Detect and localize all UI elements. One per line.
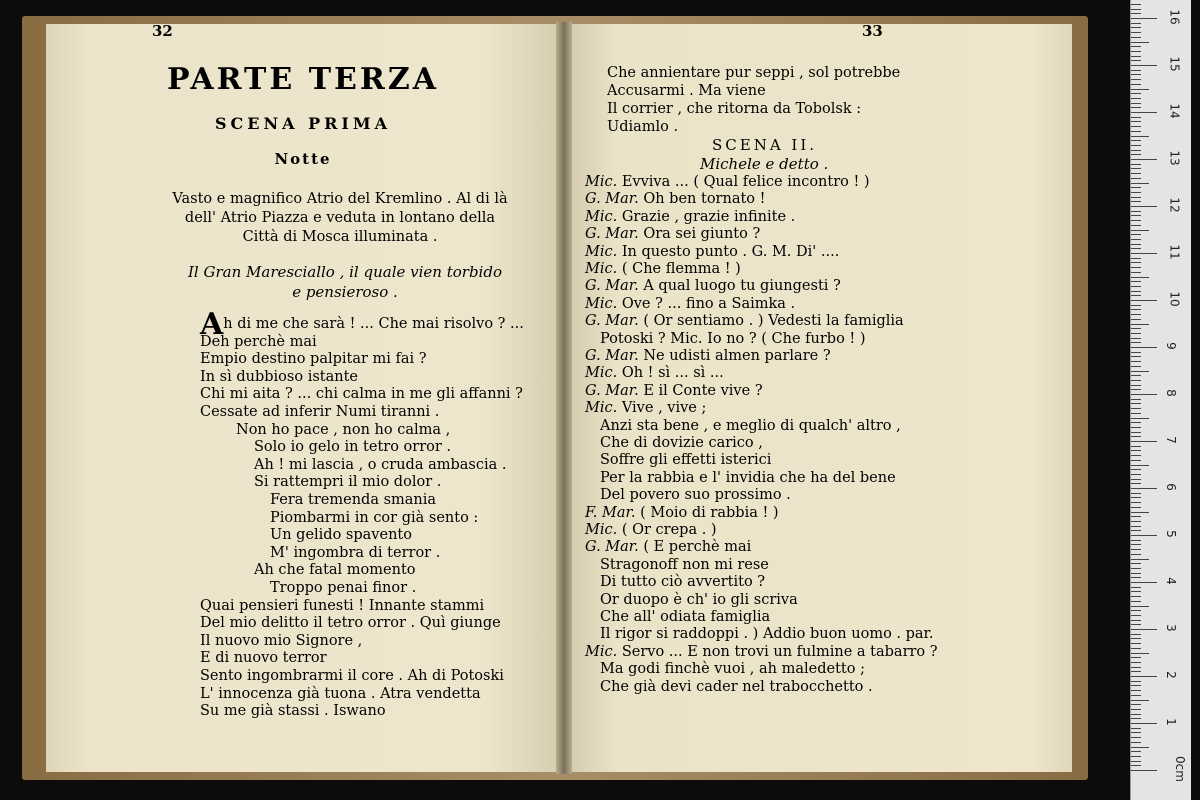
ruler-tick: [1131, 497, 1141, 498]
measuring-ruler: [1130, 0, 1191, 800]
ruler-tick: [1131, 164, 1141, 165]
ruler-label: 5: [1163, 530, 1178, 538]
dialogue-line: [585, 505, 779, 522]
ruler-tick: [1131, 46, 1141, 47]
dialogue-text: Ove ? ... fino a Saimka .: [621, 295, 796, 312]
verse-line: Solo io gelo in tetro orror .: [254, 439, 452, 456]
verse-line: Il corrier , che ritorna da Tobolsk :: [607, 101, 862, 117]
verse-line: Accusarmi . Ma viene: [607, 83, 766, 99]
ruler-tick: [1131, 356, 1141, 357]
verse-line: M' ingombra di terror .: [270, 544, 441, 561]
verse-line: Udiamlo .: [607, 119, 679, 135]
ruler-label: 0cm: [1172, 756, 1187, 782]
ruler-tick: [1131, 98, 1141, 99]
ruler-tick: [1131, 479, 1141, 480]
ruler-tick: [1131, 65, 1157, 66]
ruler-tick: [1131, 230, 1149, 231]
character-entrance: [150, 262, 540, 302]
ruler-tick: [1131, 554, 1141, 555]
ruler-tick: [1131, 56, 1141, 57]
ruler-tick: [1131, 747, 1149, 748]
verse-line: Troppo penai finor .: [270, 580, 417, 596]
ruler-tick: [1131, 9, 1141, 10]
dialogue-text: ( Or crepa . ): [621, 522, 717, 538]
ruler-tick: [1131, 361, 1141, 362]
verse-line: L' innocenza già tuona . Atra vendetta: [200, 685, 481, 702]
ruler-tick: [1131, 695, 1141, 696]
ruler-tick: [1131, 413, 1141, 414]
ruler-tick: [1131, 732, 1141, 733]
ruler-label: 13: [1167, 150, 1182, 166]
ruler-tick: [1131, 709, 1141, 710]
dialogue-line: Che all' odiata famiglia: [600, 609, 771, 625]
ruler-tick: [1131, 559, 1149, 560]
dialogue-line: [585, 365, 724, 382]
ruler-label: 16: [1167, 9, 1182, 25]
ruler-tick: [1131, 591, 1141, 592]
dialogue-text: ( Or sentiamo . ) Vedesti la famiglia: [643, 313, 904, 330]
ruler-tick: [1131, 446, 1141, 447]
ruler-tick: [1131, 427, 1141, 428]
ruler-tick: [1131, 653, 1149, 654]
ruler-tick: [1131, 493, 1141, 494]
ruler-tick: [1131, 512, 1149, 513]
speaker-name: G. Mar.: [585, 226, 644, 243]
ruler-tick: [1131, 253, 1157, 254]
ruler-tick: [1131, 690, 1141, 691]
dialogue-line: [585, 261, 741, 278]
verse-line: E di nuovo terror: [200, 650, 327, 667]
ruler-tick: [1131, 112, 1157, 113]
ruler-label: 8: [1163, 389, 1178, 397]
ruler-label: 11: [1167, 244, 1182, 260]
ruler-tick: [1131, 610, 1141, 611]
ruler-tick: [1131, 154, 1141, 155]
ruler-tick: [1131, 615, 1141, 616]
speaker-name: Mic.: [585, 400, 622, 417]
ruler-tick: [1131, 540, 1141, 541]
dialogue-line: Che di dovizie carico ,: [600, 435, 763, 451]
ruler-tick: [1131, 272, 1141, 273]
ruler-tick: [1131, 587, 1141, 588]
speaker-name: Mic.: [585, 365, 622, 382]
dialogue-line: Che già devi cader nel trabocchetto .: [600, 678, 873, 695]
ruler-tick: [1131, 74, 1141, 75]
ruler-tick: [1131, 488, 1157, 489]
dialogue-text: Grazie , grazie infinite .: [621, 208, 796, 225]
ruler-tick: [1131, 60, 1141, 61]
ruler-tick: [1131, 450, 1141, 451]
ruler-tick: [1131, 765, 1141, 766]
dialogue-line: Soffre gli effetti isterici: [600, 452, 772, 469]
verse-line: Cessate ad inferir Numi tiranni .: [200, 404, 440, 420]
ruler-tick: [1131, 173, 1141, 174]
ruler-tick: [1131, 121, 1141, 122]
verse-line: In sì dubbioso istante: [200, 368, 358, 385]
ruler-tick: [1131, 314, 1141, 315]
dialogue-line: [585, 174, 870, 191]
speaker-name: F. Mar.: [585, 504, 641, 521]
ruler-tick: [1131, 258, 1141, 259]
ruler-tick: [1131, 469, 1141, 470]
ruler-label: 9: [1163, 342, 1178, 350]
dialogue-line: Potoski ? Mic. Io no ? ( Che furbo ! ): [600, 330, 866, 347]
ruler-tick: [1131, 107, 1141, 108]
ruler-tick: [1131, 248, 1141, 249]
ruler-tick: [1131, 685, 1141, 686]
ruler-label: 12: [1167, 197, 1182, 213]
ruler-tick: [1131, 770, 1157, 771]
dialogue-line: [585, 400, 706, 417]
ruler-tick: [1131, 70, 1141, 71]
character-line: Il Gran Maresciallo , il quale vien torbido: [188, 263, 502, 281]
speaker-name: G. Mar.: [585, 382, 644, 399]
drop-cap: A: [200, 307, 224, 342]
ruler-tick: [1131, 84, 1141, 85]
speaker-name: Mic.: [585, 261, 622, 277]
ruler-tick: [1131, 328, 1141, 329]
ruler-tick: [1131, 262, 1141, 263]
ruler-tick: [1131, 573, 1141, 574]
description-line: Vasto e magnifico Atrio del Kremlino . Al di là: [172, 191, 508, 207]
ruler-tick: [1131, 681, 1141, 682]
ruler-tick: [1131, 432, 1141, 433]
ruler-tick: [1131, 150, 1141, 151]
act-title: PARTE TERZA: [167, 62, 439, 97]
ruler-tick: [1131, 267, 1141, 268]
ruler-tick: [1131, 399, 1141, 400]
dialogue-line: [585, 539, 751, 556]
ruler-tick: [1131, 145, 1141, 146]
ruler-tick: [1131, 319, 1141, 320]
ruler-tick: [1131, 718, 1141, 719]
dialogue-line: Di tutto ciò avvertito ?: [600, 574, 766, 591]
dialogue-line: Stragonoff non mi rese: [600, 556, 769, 573]
ruler-tick: [1131, 126, 1141, 127]
ruler-tick: [1131, 192, 1141, 193]
dialogue-line: [585, 348, 831, 365]
ruler-tick: [1131, 530, 1141, 531]
ruler-label: 1: [1163, 718, 1178, 726]
ruler-tick: [1131, 582, 1157, 583]
ruler-tick: [1131, 4, 1141, 5]
ruler-tick: [1131, 300, 1157, 301]
dialogue-line: [585, 278, 841, 295]
ruler-tick: [1131, 366, 1141, 367]
ruler-tick: [1131, 507, 1141, 508]
ruler-label: 3: [1163, 624, 1178, 632]
ruler-tick: [1131, 643, 1141, 644]
ruler-tick: [1131, 27, 1141, 28]
ruler-tick: [1131, 714, 1141, 715]
ruler-tick: [1131, 220, 1141, 221]
verse-text: h di me che sarà ! ... Che mai risolvo ? ...: [223, 316, 524, 332]
ruler-tick: [1131, 516, 1141, 517]
dialogue-text: Ne udisti almen parlare ?: [643, 348, 831, 364]
ruler-tick: [1131, 51, 1141, 52]
ruler-tick: [1131, 474, 1141, 475]
scene-2-heading: SCENA II.: [712, 136, 818, 154]
dialogue-text: Evviva ... ( Qual felice incontro ! ): [621, 174, 870, 190]
dialogue-text: ( Moio di rabbia ! ): [640, 504, 779, 521]
dialogue-line: Il rigor si raddoppi . ) Addio buon uomo . par.: [600, 626, 934, 643]
speaker-name: Mic.: [585, 643, 622, 660]
verse-line: Ah ! mi lascia , o cruda ambascia .: [254, 456, 507, 473]
dialogue-text: E il Conte vive ?: [643, 382, 763, 399]
ruler-tick: [1131, 563, 1141, 564]
scene-setting: Notte: [274, 150, 332, 168]
ruler-tick: [1131, 403, 1141, 404]
scene-heading: SCENA PRIMA: [214, 114, 392, 133]
ruler-tick: [1131, 168, 1141, 169]
ruler-tick: [1131, 535, 1157, 536]
ruler-tick: [1131, 103, 1141, 104]
scene-2-characters: Michele e detto .: [700, 155, 829, 173]
ruler-tick: [1131, 441, 1157, 442]
dialogue-text: ( E perchè mai: [643, 539, 752, 556]
ruler-tick: [1131, 662, 1141, 663]
ruler-tick: [1131, 629, 1157, 630]
speaker-name: Mic.: [585, 208, 622, 225]
verse-line: Empio destino palpitar mi fai ?: [200, 351, 427, 368]
speaker-name: Mic.: [585, 295, 622, 312]
ruler-tick: [1131, 601, 1141, 602]
ruler-tick: [1131, 436, 1141, 437]
speaker-name: G. Mar.: [585, 348, 644, 364]
ruler-tick: [1131, 295, 1141, 296]
ruler-tick: [1131, 624, 1141, 625]
ruler-tick: [1131, 577, 1141, 578]
ruler-tick: [1131, 338, 1141, 339]
ruler-tick: [1131, 634, 1141, 635]
ruler-tick: [1131, 117, 1141, 118]
ruler-tick: [1131, 291, 1141, 292]
ruler-tick: [1131, 211, 1141, 212]
ruler-tick: [1131, 281, 1141, 282]
ruler-tick: [1131, 42, 1149, 43]
book-gutter: [556, 22, 572, 774]
ruler-tick: [1131, 596, 1141, 597]
ruler-label: 15: [1167, 56, 1182, 72]
ruler-tick: [1131, 18, 1157, 19]
ruler-tick: [1131, 201, 1141, 202]
dialogue-line: Per la rabbia e l' invidia che ha del bene: [600, 469, 896, 486]
ruler-tick: [1131, 700, 1149, 701]
speaker-name: G. Mar.: [585, 191, 644, 208]
ruler-tick: [1131, 408, 1141, 409]
ruler-tick: [1131, 309, 1141, 310]
ruler-tick: [1131, 225, 1141, 226]
ruler-tick: [1131, 394, 1157, 395]
speaker-name: Mic.: [585, 174, 622, 190]
dialogue-text: ( Che flemma ! ): [621, 261, 741, 277]
ruler-tick: [1131, 671, 1141, 672]
ruler-tick: [1131, 460, 1141, 461]
dialogue-text: Vive , vive ;: [621, 400, 707, 417]
dialogue-line: Ma godi finchè vuoi , ah maledetto ;: [600, 661, 865, 678]
verse-line: Su me già stassi . Iswano: [200, 703, 386, 720]
ruler-tick: [1131, 455, 1141, 456]
ruler-tick: [1131, 723, 1157, 724]
ruler-tick: [1131, 32, 1141, 33]
speaker-name: G. Mar.: [585, 313, 644, 330]
ruler-tick: [1131, 521, 1141, 522]
verse-line: Ah che fatal momento: [254, 562, 416, 579]
ruler-tick: [1131, 342, 1141, 343]
dialogue-line: Del povero suo prossimo .: [600, 487, 791, 504]
ruler-tick: [1131, 79, 1141, 80]
dialogue-line: [585, 244, 839, 261]
ruler-tick: [1131, 178, 1141, 179]
verse-line: Il nuovo mio Signore ,: [200, 632, 363, 649]
ruler-tick: [1131, 385, 1141, 386]
verse-line: Quai pensieri funesti ! Innante stammi: [200, 597, 485, 614]
right-page-number: 33: [862, 22, 883, 40]
ruler-tick: [1131, 187, 1141, 188]
ruler-tick: [1131, 648, 1141, 649]
ruler-tick: [1131, 244, 1141, 245]
ruler-tick: [1131, 183, 1149, 184]
ruler-tick: [1131, 761, 1141, 762]
dialogue-line: [585, 209, 795, 226]
ruler-tick: [1131, 704, 1141, 705]
ruler-tick: [1131, 742, 1141, 743]
ruler-tick: [1131, 371, 1149, 372]
ruler-tick: [1131, 526, 1141, 527]
ruler-tick: [1131, 234, 1141, 235]
dialogue-line: [585, 383, 763, 400]
dialogue-text: A qual luogo tu giungesti ?: [643, 278, 841, 295]
ruler-tick: [1131, 465, 1149, 466]
ruler-tick: [1131, 206, 1157, 207]
ruler-label: 14: [1167, 103, 1182, 119]
ruler-tick: [1131, 751, 1141, 752]
ruler-tick: [1131, 13, 1141, 14]
verse-line: Fera tremenda smania: [270, 492, 437, 508]
dialogue-line: [585, 226, 760, 243]
dialogue-line: [585, 644, 938, 661]
ruler-tick: [1131, 380, 1141, 381]
verse-line: Che annientare pur seppi , sol potrebbe: [607, 65, 901, 81]
ruler-tick: [1131, 676, 1157, 677]
verse-line: Non ho pace , non ho calma ,: [236, 421, 451, 438]
ruler-tick: [1131, 140, 1141, 141]
ruler-label: 2: [1163, 671, 1178, 679]
speaker-name: Mic.: [585, 243, 622, 260]
ruler-tick: [1131, 389, 1141, 390]
ruler-tick: [1131, 89, 1149, 90]
ruler-tick: [1131, 305, 1141, 306]
verse-line: Si rattempri il mio dolor .: [254, 474, 442, 491]
ruler-tick: [1131, 620, 1141, 621]
stage-description: [150, 190, 530, 247]
ruler-label: 6: [1163, 483, 1178, 491]
ruler-tick: [1131, 352, 1141, 353]
ruler-tick: [1131, 136, 1149, 137]
ruler-tick: [1131, 239, 1141, 240]
dialogue-line: Or duopo è ch' io gli scriva: [600, 591, 798, 608]
ruler-tick: [1131, 37, 1141, 38]
ruler-tick: [1131, 347, 1157, 348]
verse-line: Deh perchè mai: [200, 333, 317, 350]
ruler-tick: [1131, 483, 1141, 484]
ruler-tick: [1131, 657, 1141, 658]
ruler-tick: [1131, 756, 1141, 757]
dialogue-text: Ora sei giunto ?: [643, 226, 761, 243]
dialogue-line: [585, 191, 765, 208]
ruler-tick: [1131, 549, 1141, 550]
dialogue-line: [585, 296, 795, 313]
verse-line: Del mio delitto il tetro orror . Quì giunge: [200, 615, 501, 632]
ruler-tick: [1131, 215, 1141, 216]
ruler-tick: [1131, 375, 1141, 376]
ruler-tick: [1131, 544, 1141, 545]
ruler-tick: [1131, 324, 1149, 325]
ruler-label: 10: [1167, 291, 1182, 307]
ruler-tick: [1131, 286, 1141, 287]
ruler-tick: [1131, 737, 1141, 738]
ruler-tick: [1131, 159, 1157, 160]
verse-line: Chi mi aita ? ... chi calma in me gli affanni ?: [200, 386, 523, 403]
ruler-tick: [1131, 728, 1141, 729]
ruler-tick: [1131, 667, 1141, 668]
description-line: dell' Atrio Piazza e veduta in lontano della: [184, 210, 496, 226]
verse-line: Piombarmi in cor già sento :: [270, 509, 479, 526]
left-page-number: 32: [152, 22, 173, 40]
ruler-tick: [1131, 422, 1141, 423]
dialogue-line: [585, 313, 904, 330]
ruler-tick: [1131, 606, 1149, 607]
verse-line: Sento ingombrarmi il core . Ah di Potoski: [200, 668, 504, 684]
dialogue-text: Servo ... E non trovi un fulmine a tabarro ?: [621, 643, 938, 660]
speaker-name: G. Mar.: [585, 278, 644, 295]
speaker-name: Mic.: [585, 522, 622, 538]
speaker-name: G. Mar.: [585, 539, 644, 556]
dialogue-line: Anzi sta bene , e meglio di qualch' altro ,: [600, 417, 901, 434]
dialogue-text: Oh ! sì ... sì ...: [621, 365, 724, 382]
ruler-label: 7: [1163, 436, 1178, 444]
ruler-tick: [1131, 333, 1141, 334]
ruler-tick: [1131, 638, 1141, 639]
ruler-tick: [1131, 23, 1141, 24]
ruler-tick: [1131, 131, 1141, 132]
verse-line: Un gelido spavento: [270, 527, 412, 544]
ruler-tick: [1131, 418, 1149, 419]
dialogue-line: [585, 522, 717, 539]
ruler-tick: [1131, 93, 1141, 94]
ruler-tick: [1131, 502, 1141, 503]
ruler-tick: [1131, 197, 1141, 198]
ruler-label: 4: [1163, 577, 1178, 585]
dialogue-text: In questo punto . G. M. Di' ....: [621, 243, 840, 260]
character-line: e pensieroso .: [292, 283, 398, 301]
ruler-tick: [1131, 277, 1149, 278]
dialogue-text: Oh ben tornato !: [643, 191, 766, 208]
description-line: Città di Mosca illuminata .: [242, 229, 438, 245]
ruler-tick: [1131, 568, 1141, 569]
